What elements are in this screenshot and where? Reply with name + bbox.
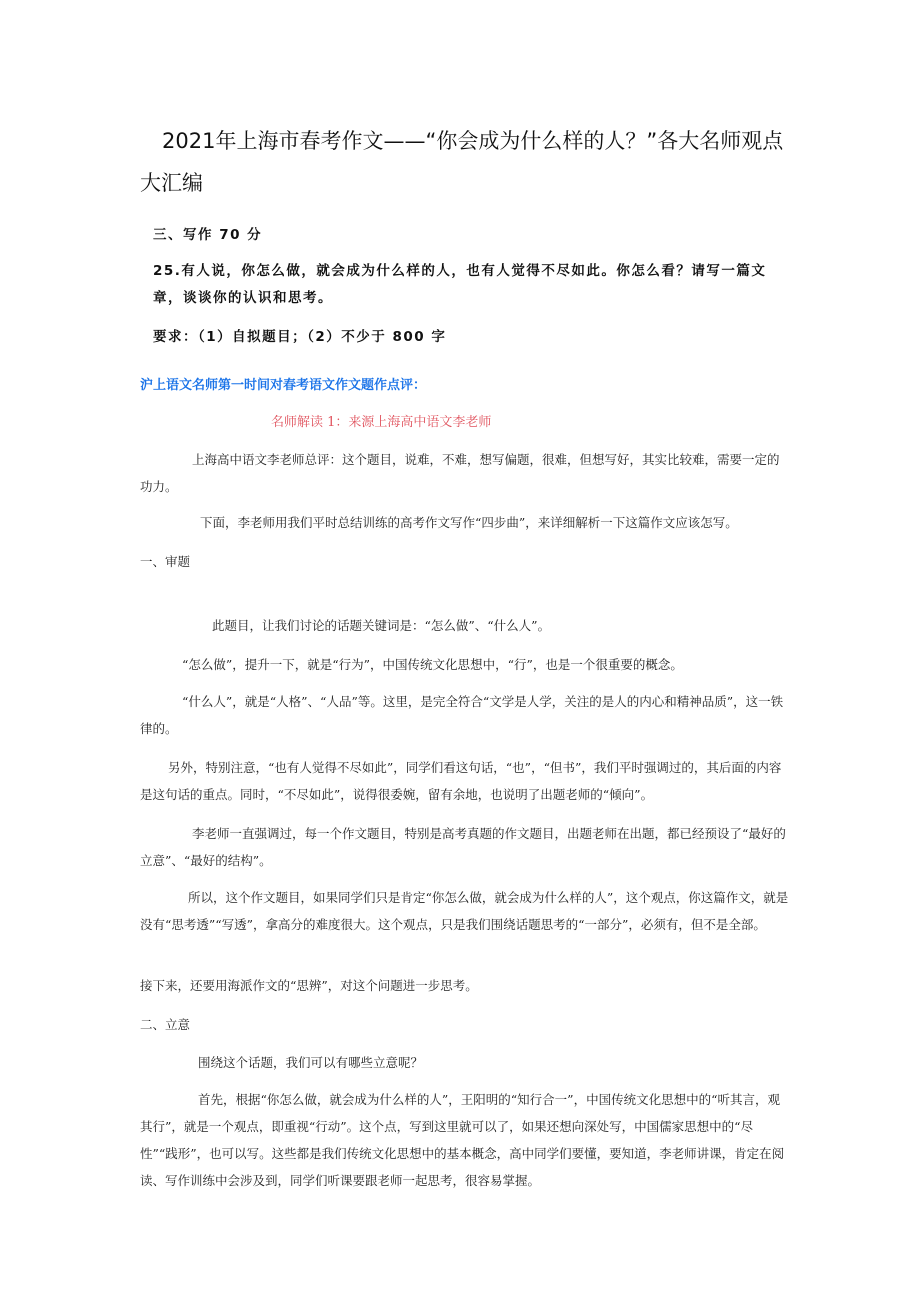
paragraph-note: 另外，特别注意，“也有人觉得不尽如此”，同学们看这句话，“也”，“但书”，我们平时强调过的，其后面的内容是这句话的重点。同时，“不尽如此”，说得很委婉，留有余地，也说明了出题老师的“倾向”。	[140, 760, 782, 802]
document-title: 2021年上海市春考作文——“你会成为什么样的人？”各大名师观点大汇编	[140, 129, 784, 195]
heading-liyi: 二、立意	[140, 1017, 191, 1032]
paragraph-preset-intent: 李老师一直强调过，每一个作文题目，特别是高考真题的作文题目，出题老师在出题，都已经预设了“最好的立意”、“最好的结构”。	[140, 826, 786, 868]
heading-shenti: 一、审题	[140, 554, 191, 569]
paragraph-next: 接下来，还要用海派作文的“思辨”，对这个问题进一步思考。	[140, 978, 478, 993]
paragraph-first-idea: 首先，根据“你怎么做，就会成为什么样的人”，王阳明的“知行合一”，中国传统文化思想中的“听其言，观其行”，就是一个观点，即重视“行动”。这个点，写到这里就可以了，如果还想向深处写，中国儒家思想中的“尽性”“践形”，也可以写。这些都是我们传统文化思想中的基本概念，高中同学们要懂，要知道，李老师讲课，肯定在阅读、写作训练中会涉及到，同学们听课要跟老师一起思考，很容易掌握。	[140, 1092, 785, 1188]
section-writing-heading: 三、写作 70 分	[153, 227, 263, 243]
commentary-source-subheading: 名师解读 1：来源上海高中语文李老师	[271, 415, 492, 430]
paragraph-overview: 上海高中语文李老师总评：这个题目，说难，不难，想写偏题，很难，但想写好，其实比较难，需要一定的功力。	[140, 452, 780, 494]
paragraph-therefore: 所以，这个作文题目，如果同学们只是肯定“你怎么做，就会成为什么样的人”，这个观点，你这篇作文，就是没有“思考透”“写透”，拿高分的难度很大。这个观点，只是我们围绕话题思考的“一部分”，必须有，但不是全部。	[140, 890, 789, 932]
teacher-commentary-heading: 沪上语文名师第一时间对春考语文作文题作点评：	[140, 378, 427, 393]
paragraph-how-to-do: “怎么做”，提升一下，就是“行为”，中国传统文化思想中，“行”，也是一个很重要的概念。	[182, 657, 683, 672]
essay-requirements: 要求：（1）自拟题目；（2）不少于 800 字	[153, 329, 447, 345]
paragraph-what-person: “什么人”，就是“人格”、“人品”等。这里，是完全符合“文学是人学，关注的是人的内心和精神品质”，这一铁律的。	[140, 694, 784, 736]
paragraph-four-steps: 下面，李老师用我们平时总结训练的高考作文写作“四步曲”，来详细解析一下这篇作文应该怎写。	[200, 515, 738, 530]
paragraph-keywords: 此题目，让我们讨论的话题关键词是：“怎么做”、“什么人”。	[212, 618, 551, 633]
paragraph-ideas-question: 围绕这个话题，我们可以有哪些立意呢？	[198, 1055, 424, 1070]
essay-question: 25.有人说，你怎么做，就会成为什么样的人，也有人觉得不尽如此。你怎么看？请写一篇文章，谈谈你的认识和思考。	[153, 263, 767, 306]
